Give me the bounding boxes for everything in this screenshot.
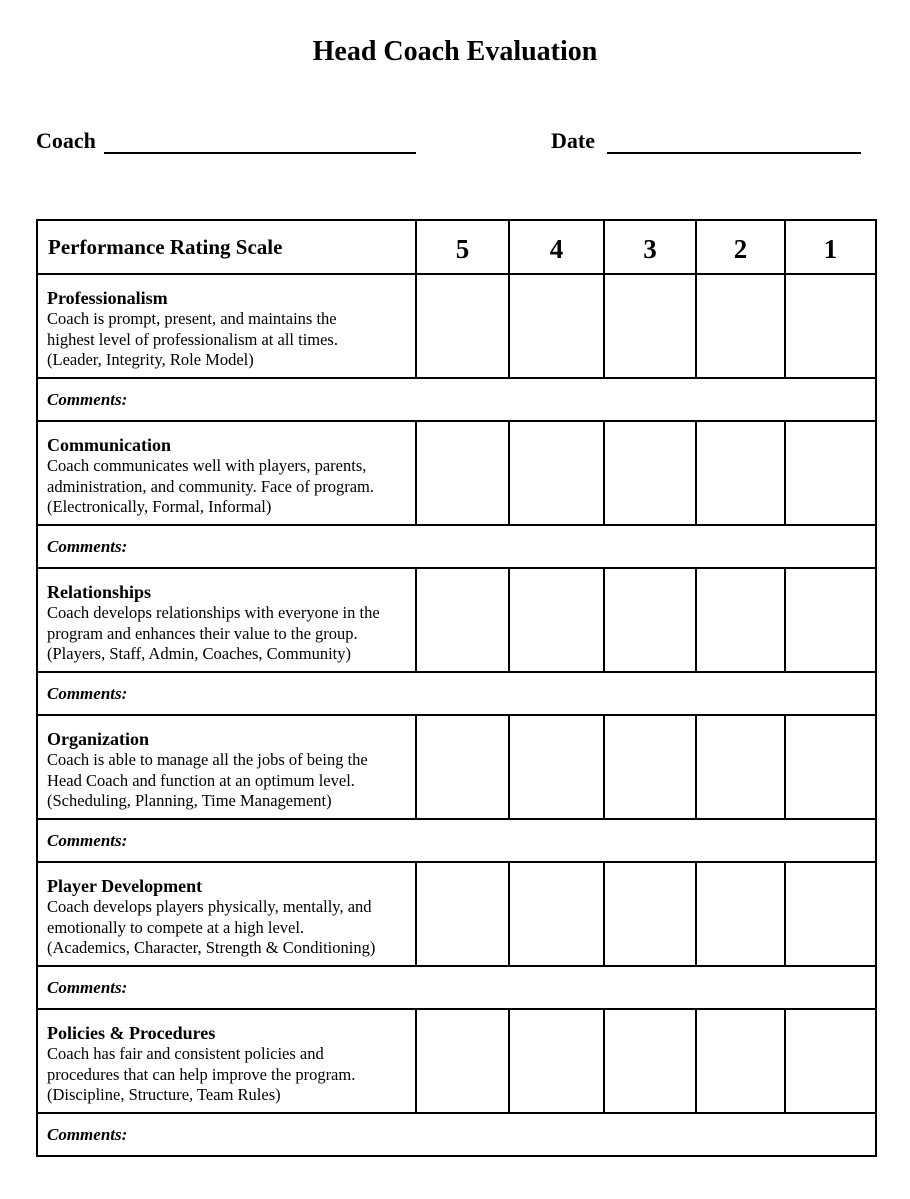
comments-row [37, 672, 876, 715]
rating-cell-1[interactable] [785, 862, 876, 966]
criterion-description-line: highest level of professionalism at all times. [47, 329, 338, 349]
criterion-row-relationships [37, 568, 876, 672]
criterion-description-line: Coach has fair and consistent policies and [47, 1044, 324, 1063]
rating-cell-2[interactable] [696, 1009, 785, 1113]
criterion-name: Player Development [47, 876, 203, 896]
rating-cell-3[interactable] [604, 568, 696, 672]
criterion-description-cell [37, 274, 416, 378]
rating-header-4: 4 [509, 220, 604, 274]
coach-label: Coach [36, 128, 96, 153]
rating-cell-3[interactable] [604, 421, 696, 525]
rating-cell-5[interactable] [416, 274, 509, 378]
comments-label: Comments: [47, 389, 128, 409]
criterion-description-cell [37, 421, 416, 525]
evaluation-table [36, 219, 877, 1157]
rating-cell-1[interactable] [785, 715, 876, 819]
rating-cell-5[interactable] [416, 715, 509, 819]
rating-header-3: 3 [604, 220, 696, 274]
comments-field[interactable] [37, 378, 876, 421]
rating-cell-1[interactable] [785, 568, 876, 672]
criterion-name: Communication [47, 435, 172, 455]
criterion-description-line: (Players, Staff, Admin, Coaches, Community) [47, 644, 352, 663]
rating-cell-2[interactable] [696, 862, 785, 966]
criterion-description-cell [37, 568, 416, 672]
rating-cell-1[interactable] [785, 421, 876, 525]
rating-cell-4[interactable] [509, 421, 604, 525]
rating-header-2: 2 [696, 220, 785, 274]
comments-label: Comments: [47, 830, 128, 850]
criterion-row-communication [37, 421, 876, 525]
table-header-row [37, 220, 876, 274]
rating-scale-label: Performance Rating Scale [37, 220, 416, 274]
criterion-description-line: Coach communicates well with players, parents, [47, 456, 367, 475]
rating-cell-5[interactable] [416, 862, 509, 966]
comments-field[interactable] [37, 525, 876, 568]
criterion-description-line: Coach is able to manage all the jobs of being the [47, 750, 368, 769]
date-field [551, 128, 861, 154]
comments-label: Comments: [47, 536, 128, 556]
criterion-description-line: emotionally to compete at a high level. [47, 917, 305, 937]
coach-field [36, 128, 416, 154]
rating-cell-2[interactable] [696, 421, 785, 525]
rating-cell-4[interactable] [509, 568, 604, 672]
comments-row [37, 966, 876, 1009]
criterion-description-line: (Academics, Character, Strength & Conditioning) [47, 938, 376, 957]
rating-cell-4[interactable] [509, 274, 604, 378]
rating-cell-2[interactable] [696, 715, 785, 819]
rating-cell-1[interactable] [785, 1009, 876, 1113]
criterion-name: Relationships [47, 582, 152, 602]
criterion-name: Professionalism [47, 288, 168, 308]
criterion-description-line: Coach is prompt, present, and maintains the [47, 309, 337, 328]
rating-cell-2[interactable] [696, 568, 785, 672]
comments-row [37, 819, 876, 862]
criterion-description-line: (Electronically, Formal, Informal) [47, 497, 272, 516]
criterion-row-player-development [37, 862, 876, 966]
comments-label: Comments: [47, 1124, 128, 1144]
criterion-description-line: program and enhances their value to the group. [47, 623, 358, 643]
rating-cell-3[interactable] [604, 862, 696, 966]
criterion-description-cell [37, 862, 416, 966]
criterion-description-line: procedures that can help improve the program. [47, 1064, 356, 1084]
criterion-row-professionalism [37, 274, 876, 378]
comments-row [37, 378, 876, 421]
criterion-description-line: Coach develops players physically, mentally, and [47, 897, 372, 916]
rating-cell-3[interactable] [604, 715, 696, 819]
criterion-description-line: (Scheduling, Planning, Time Management) [47, 791, 332, 810]
rating-cell-4[interactable] [509, 715, 604, 819]
rating-cell-3[interactable] [604, 274, 696, 378]
criterion-name: Policies & Procedures [47, 1023, 216, 1043]
comments-field[interactable] [37, 966, 876, 1009]
comments-row [37, 525, 876, 568]
criterion-row-organization [37, 715, 876, 819]
rating-cell-2[interactable] [696, 274, 785, 378]
criterion-name: Organization [47, 729, 149, 749]
criterion-description-line: administration, and community. Face of program. [47, 476, 375, 496]
rating-cell-3[interactable] [604, 1009, 696, 1113]
criterion-description-line: Coach develops relationships with everyone in the [47, 603, 380, 622]
date-label: Date [551, 128, 595, 153]
comments-label: Comments: [47, 977, 128, 997]
criterion-description-cell [37, 1009, 416, 1113]
comments-field[interactable] [37, 672, 876, 715]
comments-field[interactable] [37, 819, 876, 862]
comments-row [37, 1113, 876, 1156]
criterion-description-line: (Leader, Integrity, Role Model) [47, 350, 254, 369]
comments-field[interactable] [37, 1113, 876, 1156]
rating-cell-4[interactable] [509, 862, 604, 966]
rating-header-5: 5 [416, 220, 509, 274]
criterion-description-line: Head Coach and function at an optimum level. [47, 770, 355, 790]
rating-cell-5[interactable] [416, 568, 509, 672]
page-title: Head Coach Evaluation [312, 36, 598, 67]
criterion-row-policies-and-procedures [37, 1009, 876, 1113]
date-input-line[interactable] [607, 130, 861, 154]
rating-cell-5[interactable] [416, 1009, 509, 1113]
rating-cell-1[interactable] [785, 274, 876, 378]
rating-header-1: 1 [785, 220, 876, 274]
comments-label: Comments: [47, 683, 128, 703]
coach-input-line[interactable] [104, 130, 416, 154]
rating-cell-5[interactable] [416, 421, 509, 525]
criterion-description-line: (Discipline, Structure, Team Rules) [47, 1085, 281, 1104]
criterion-description-cell [37, 715, 416, 819]
rating-cell-4[interactable] [509, 1009, 604, 1113]
